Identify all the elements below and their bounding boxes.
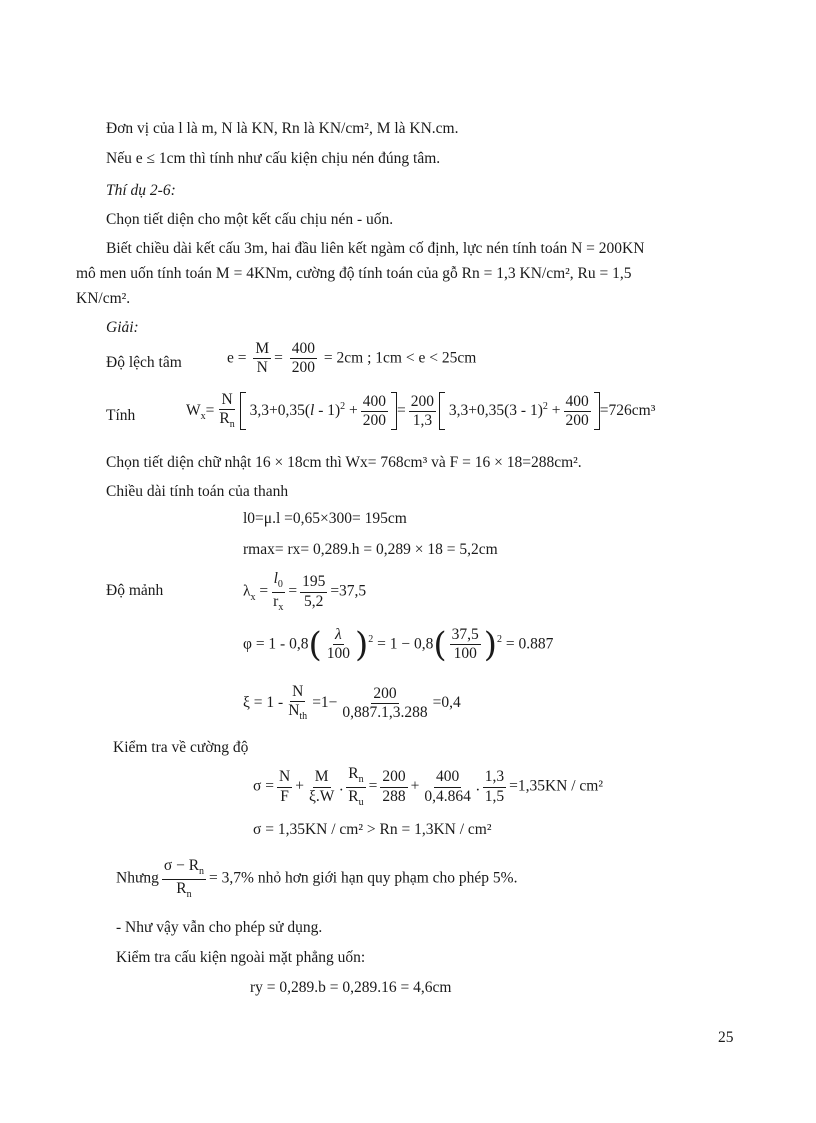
solution-heading: Giải: [106,319,139,336]
length-label: Chiều dài tính toán của thanh [106,483,289,500]
page-number: 25 [718,1029,734,1046]
but-formula: Nhưng $\frac{\sigma - R_n}{R_n}$ = 3,7% nhỏ hơn giới hạn quy phạm cho phép 5%. [116,857,518,900]
eccentricity-formula: e = $\frac{M}{N}$ = $\frac{400}{200}$ = 2cm ; 1cm < e < 25cm [227,340,477,377]
given-line-3: KN/cm². [76,290,131,307]
lambda-formula: $\lambda_x$ = $\frac{l_0}{r_x}$ = $\frac{195}{5,2}$ =37,5 [243,570,367,613]
sigma-compare: σ = 1,35KN / cm² > Rn = 1,3KN / cm² [253,821,492,838]
wx-formula: $W_x=$ $\frac{N}{R_n}$ 3,3+0,35(l - 1)$^2$ + $\frac{400}{200}$ = $\frac{200}{1,3}$ 3,3+0,35(3 - 1)$^2$ + $\frac{400}{200}$ =726cm³ [186,391,656,431]
rmax-line: rmax= rx= 0,289.h = 0,289 × 18 = 5,2cm [243,541,498,558]
given-line-2: mô men uốn tính toán M = 4KNm, cường độ tính toán của gỗ Rn = 1,3 KN/cm², Ru = 1,5 [76,265,632,282]
sigma-formula: σ = $\frac{N}{F}$ + $\frac{M}{\xi.W}$ . $\frac{R_n}{R_u}$ = $\frac{200}{288}$ + $\frac{400}{0,4.864}$ . $\frac{1,3}{1,5}$ =1,35KN / cm² [253,765,603,808]
units-line: Đơn vị của l là m, N là KN, Rn là KN/cm², M là KN.cm. [106,120,459,137]
l0-line: l0=μ.l =0,65×300= 195cm [243,510,407,527]
condition-line: Nếu e ≤ 1cm thì tính như cấu kiện chịu nén đúng tâm. [106,150,441,167]
check-out-line: Kiểm tra cấu kiện ngoài mặt phẳng uốn: [116,949,366,966]
strength-label: Kiểm tra về cường độ [113,739,249,756]
eccentricity-label: Độ lệch tâm [106,354,182,371]
ry-line: ry = 0,289.b = 0,289.16 = 4,6cm [250,979,452,996]
allowed-line: - Như vậy vẫn cho phép sử dụng. [116,919,323,936]
slenderness-label: Độ mảnh [106,582,164,599]
calc-label: Tính [106,407,136,424]
given-line-1: Biết chiều dài kết cấu 3m, hai đầu liên kết ngàm cố định, lực nén tính toán N = 200KN [106,240,645,257]
section-line: Chọn tiết diện chữ nhật 16 × 18cm thì Wx= 768cm³ và F = 16 × 18=288cm². [106,454,582,471]
phi-formula: φ = 1 - 0,8( $\frac{\lambda}{100}$ )$^2$ = 1 − 0,8( $\frac{37,5}{100}$ )$^2$ = 0.887 [243,624,554,665]
task-line: Chọn tiết diện cho một kết cấu chịu nén - uốn. [106,211,394,228]
example-heading: Thí dụ 2-6: [106,182,176,199]
xi-formula: ξ = 1 - $\frac{N}{N_{th}}$ =1− $\frac{200}{0,887.1,3.288}$ =0,4 [243,683,461,723]
